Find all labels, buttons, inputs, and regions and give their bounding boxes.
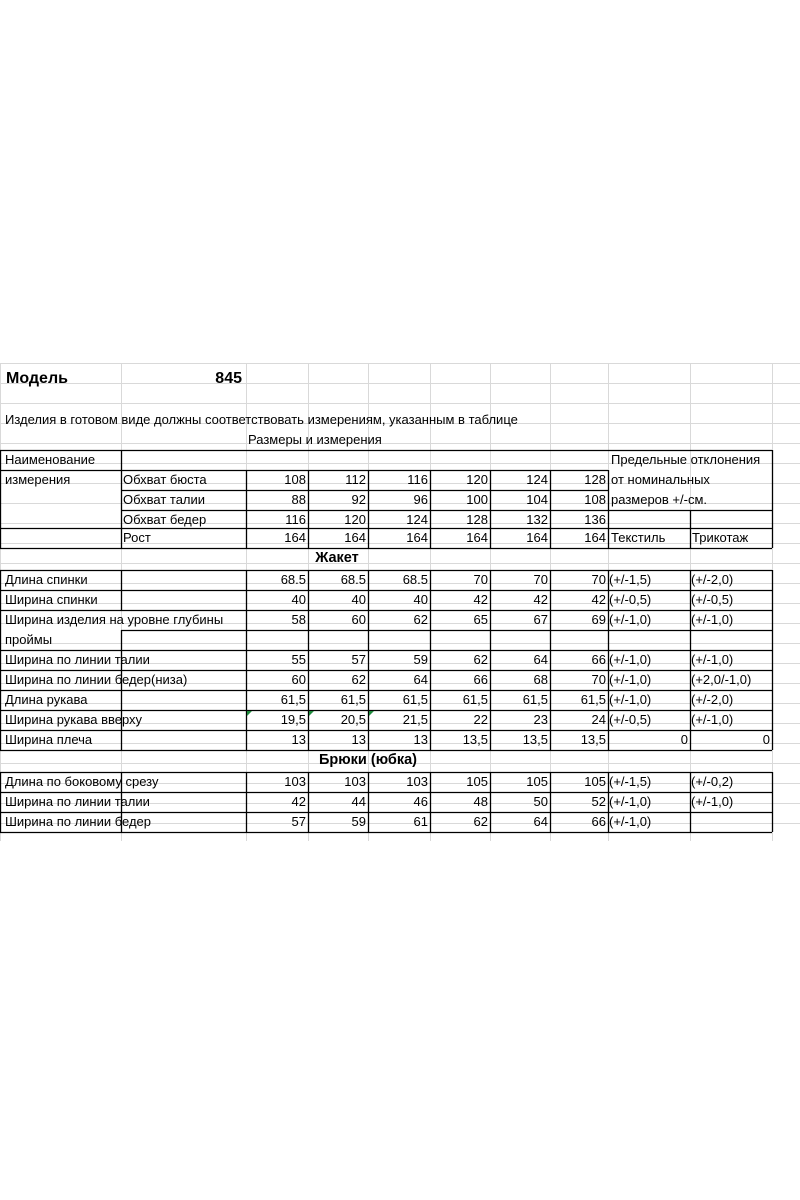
size-value-cell: 68.5 — [340, 572, 366, 587]
size-value-cell: 13 — [413, 732, 428, 747]
size-value-cell: 13,5 — [580, 732, 606, 747]
size-value-cell: 22 — [473, 712, 488, 727]
tolerance-textile: 0 — [680, 732, 688, 747]
jacket-row-label: Ширина изделия на уровне глубины — [5, 612, 224, 627]
tolerance-knit: (+/-1,0) — [691, 712, 734, 727]
size-value-cell: 13,5 — [522, 732, 548, 747]
pants-title: Брюки (юбка) — [319, 752, 417, 768]
size-value-cell: 64 — [533, 814, 548, 829]
tolerance-textile: (+/-1,0) — [609, 672, 652, 687]
size-value-cell: 103 — [344, 774, 366, 789]
cell-warning-indicator — [309, 711, 314, 716]
size-value-cell: 124 — [526, 472, 548, 487]
size-value-cell: 66 — [473, 672, 488, 687]
size-value-cell: 103 — [284, 774, 306, 789]
size-value-cell: 164 — [344, 530, 366, 545]
jacket-row-label: Ширина по линии бедер(низа) — [5, 672, 188, 687]
tolerance-textile: (+/-1,0) — [609, 652, 652, 667]
measure-label: Обхват талии — [123, 492, 206, 507]
size-value-cell: 42 — [473, 592, 488, 607]
tolerance-knit: (+/-1,0) — [691, 794, 734, 809]
size-value-cell: 70 — [473, 572, 488, 587]
size-value-cell: 42 — [291, 794, 306, 809]
size-value-cell: 69 — [591, 612, 606, 627]
tolerance-header-line2: от номинальных — [611, 472, 710, 487]
size-value-cell: 105 — [526, 774, 548, 789]
size-value-cell: 132 — [526, 512, 548, 527]
size-value-cell: 92 — [351, 492, 366, 507]
size-value-cell: 105 — [584, 774, 606, 789]
tolerance-textile: (+/-0,5) — [609, 712, 652, 727]
jacket-row-label: Длина спинки — [5, 572, 88, 587]
cell-warning-indicator — [369, 711, 374, 716]
size-value-cell: 70 — [591, 572, 606, 587]
size-value-cell: 55 — [291, 652, 306, 667]
size-value-cell: 60 — [291, 672, 306, 687]
size-value-cell: 61,5 — [280, 692, 306, 707]
size-value-cell: 44 — [351, 794, 366, 809]
size-value-cell: 112 — [345, 472, 366, 487]
textile-header: Текстиль — [611, 530, 666, 545]
size-value-cell: 120 — [466, 472, 488, 487]
model-number: 845 — [215, 370, 242, 387]
size-value-cell: 40 — [413, 592, 428, 607]
sizes-title: Размеры и измерения — [248, 432, 382, 447]
size-value-cell: 108 — [284, 472, 306, 487]
size-value-cell: 23 — [533, 712, 548, 727]
size-value-cell: 68.5 — [402, 572, 428, 587]
tolerance-textile: (+/-1,0) — [609, 794, 652, 809]
size-value-cell: 164 — [584, 530, 606, 545]
size-value-cell: 61,5 — [340, 692, 366, 707]
knit-header: Трикотаж — [692, 530, 749, 545]
pants-row-label: Ширина по линии бедер — [5, 814, 152, 829]
tolerance-knit: (+/-1,0) — [691, 612, 734, 627]
size-value-cell: 67 — [533, 612, 548, 627]
name-header-line2: измерения — [5, 472, 71, 487]
size-value-cell: 68.5 — [280, 572, 306, 587]
cell-warning-indicator — [247, 711, 252, 716]
size-value-cell: 64 — [413, 672, 428, 687]
size-value-cell: 62 — [413, 612, 428, 627]
size-value-cell: 46 — [413, 794, 428, 809]
size-value-cell: 61,5 — [402, 692, 428, 707]
size-value-cell: 128 — [584, 472, 606, 487]
size-value-cell: 52 — [591, 794, 606, 809]
size-value-cell: 59 — [413, 652, 428, 667]
jacket-row-label: Ширина по линии талии — [5, 652, 150, 667]
size-value-cell: 59 — [351, 814, 366, 829]
jacket-row-label: Ширина плеча — [5, 732, 93, 747]
jacket-row-label: Длина рукава — [5, 692, 88, 707]
size-value-cell: 96 — [413, 492, 428, 507]
size-value-cell: 100 — [466, 492, 488, 507]
tolerance-textile: (+/-1,0) — [609, 814, 652, 829]
size-value-cell: 60 — [351, 612, 366, 627]
size-value-cell: 136 — [584, 512, 606, 527]
size-value-cell: 58 — [291, 612, 306, 627]
size-value-cell: 62 — [473, 814, 488, 829]
tolerance-textile: (+/-0,5) — [609, 592, 652, 607]
size-value-cell: 124 — [406, 512, 428, 527]
size-value-cell: 40 — [351, 592, 366, 607]
note-text: Изделия в готовом виде должны соответствовать измерениям, указанным в таблице — [5, 412, 518, 427]
tolerance-knit: (+/-1,0) — [691, 652, 734, 667]
tolerance-knit: (+/-0,5) — [691, 592, 734, 607]
size-value-cell: 64 — [533, 652, 548, 667]
size-value-cell: 66 — [591, 814, 606, 829]
size-value-cell: 70 — [533, 572, 548, 587]
size-value-cell: 105 — [466, 774, 488, 789]
size-value-cell: 61,5 — [522, 692, 548, 707]
size-value-cell: 13 — [291, 732, 306, 747]
tolerance-knit: (+/-2,0) — [691, 692, 734, 707]
size-value-cell: 61,5 — [462, 692, 488, 707]
size-value-cell: 164 — [466, 530, 488, 545]
tolerance-knit: 0 — [762, 732, 770, 747]
size-value-cell: 164 — [406, 530, 428, 545]
measure-label: Обхват бедер — [123, 512, 207, 527]
size-value-cell: 128 — [466, 512, 488, 527]
size-value-cell: 62 — [351, 672, 366, 687]
jacket-row-label-cont: проймы — [5, 632, 53, 647]
jacket-title: Жакет — [315, 550, 359, 566]
size-value-cell: 61,5 — [580, 692, 606, 707]
size-value-cell: 24 — [591, 712, 606, 727]
size-value-cell: 61 — [413, 814, 428, 829]
size-value-cell: 50 — [533, 794, 548, 809]
size-value-cell: 164 — [284, 530, 306, 545]
measure-label: Обхват бюста — [123, 472, 207, 487]
tolerance-knit: (+/-0,2) — [691, 774, 734, 789]
measurement-spreadsheet — [0, 363, 800, 841]
name-header-line1: Наименование — [5, 452, 96, 467]
size-value-cell: 20,5 — [340, 712, 366, 727]
size-value-cell: 120 — [344, 512, 366, 527]
size-value-cell: 19,5 — [280, 712, 306, 727]
size-value-cell: 42 — [591, 592, 606, 607]
size-value-cell: 68 — [533, 672, 548, 687]
size-value-cell: 13,5 — [462, 732, 488, 747]
size-value-cell: 103 — [406, 774, 428, 789]
size-value-cell: 42 — [533, 592, 548, 607]
tolerance-textile: (+/-1,0) — [609, 692, 652, 707]
size-value-cell: 108 — [584, 492, 606, 507]
jacket-row-label: Ширина рукава вверху — [5, 712, 143, 727]
size-value-cell: 65 — [473, 612, 488, 627]
size-value-cell: 104 — [526, 492, 548, 507]
size-value-cell: 66 — [591, 652, 606, 667]
size-value-cell: 40 — [291, 592, 306, 607]
size-value-cell: 62 — [473, 652, 488, 667]
pants-row-label: Длина по боковому срезу — [5, 774, 159, 789]
size-value-cell: 57 — [291, 814, 306, 829]
measure-label: Рост — [123, 530, 151, 545]
model-label: Модель — [6, 370, 68, 387]
tolerance-knit: (+2,0/-1,0) — [691, 672, 752, 687]
tolerance-textile: (+/-1,5) — [609, 572, 652, 587]
tolerance-textile: (+/-1,0) — [609, 612, 652, 627]
tolerance-textile: (+/-1,5) — [609, 774, 652, 789]
size-value-cell: 57 — [351, 652, 366, 667]
jacket-row-label: Ширина спинки — [5, 592, 98, 607]
size-value-cell: 13 — [351, 732, 366, 747]
tolerance-knit: (+/-2,0) — [691, 572, 734, 587]
tolerance-header-line1: Предельные отклонения — [611, 452, 761, 467]
size-value-cell: 116 — [407, 472, 428, 487]
size-value-cell: 116 — [285, 512, 306, 527]
size-value-cell: 48 — [473, 794, 488, 809]
size-value-cell: 70 — [591, 672, 606, 687]
tolerance-header-line3: размеров +/-см. — [611, 492, 708, 507]
pants-row-label: Ширина по линии талии — [5, 794, 150, 809]
size-value-cell: 21,5 — [402, 712, 428, 727]
size-value-cell: 164 — [526, 530, 548, 545]
size-value-cell: 88 — [291, 492, 306, 507]
